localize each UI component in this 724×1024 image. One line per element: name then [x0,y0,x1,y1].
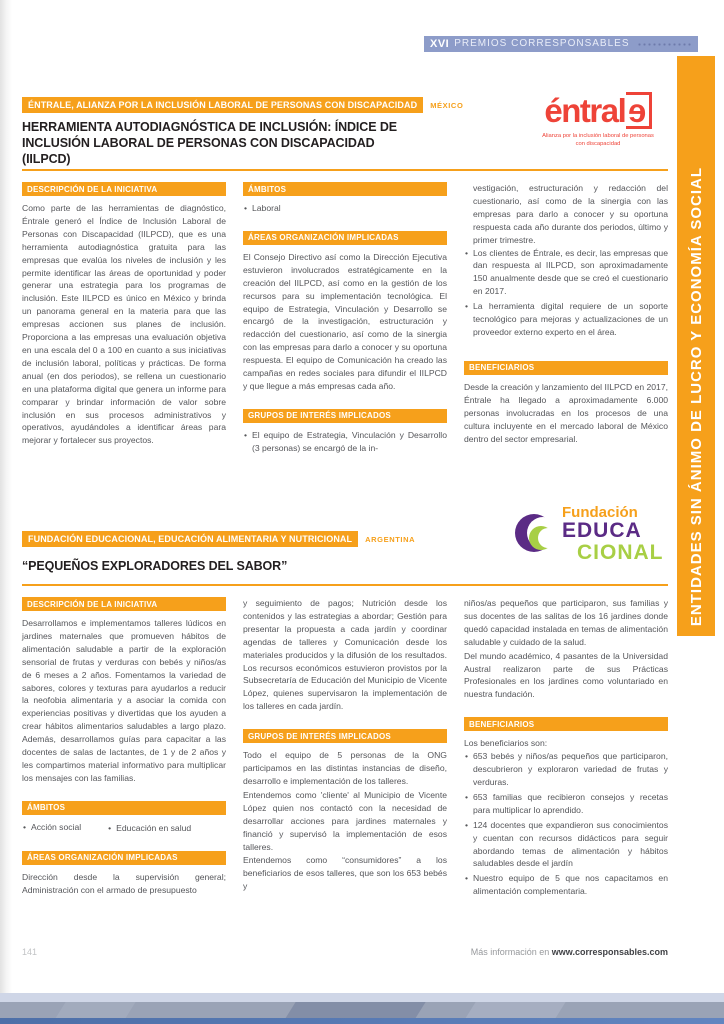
page-bottom-edge-shadow [0,1002,724,1018]
section-heading-beneficiarios: BENEFICIARIOS [464,361,668,375]
more-info-line [471,947,668,957]
article2-org-bar: FUNDACIÓN EDUCACIONAL, EDUCACIÓN ALIMENTARIA Y NUTRICIONAL [22,531,358,547]
grupo-item: • El equipo de Estrategia, Vinculación y Desarrollo (3 personas) se encargó de la in- [243,429,447,455]
section-heading-areas: ÁREAS ORGANIZACIÓN IMPLICADAS [243,231,447,245]
ambitos-row [22,821,226,835]
article2-column-3 [464,597,668,900]
article1-title: HERRAMIENTA AUTODIAGNÓSTICA DE INCLUSIÓN: ÍNDICE DE INCLUSIÓN LABORAL DE PERSONAS CON DISCAPACIDAD (IILPCD) [22,120,397,166]
entrale-wordmark-start: éntral [544,92,626,130]
more-info-url[interactable]: www.corresponsables.com [551,947,668,957]
beneficiarios-list [464,750,668,898]
article2-title: “PEQUEÑOS EXPLORADORES DEL SABOR” [22,559,288,573]
beneficiarios-intro: Los beneficiarios son: [464,738,548,749]
grupo-bullet-list [464,247,668,339]
edge-shadow-shape [282,1002,428,1018]
entrale-mirrored-e-box [626,92,651,129]
grupo-item: • Los clientes de Éntrale, es decir, las empresas que dan respuesta al IILPCD, son aproximadamente 150 anualmente desde que se creó el cuestionario en 2017. [464,247,668,299]
awards-banner [424,36,698,52]
article2-column-2 [243,597,447,900]
awards-banner-numeral: XVI [430,37,450,50]
article2-header [22,531,415,547]
section-heading-descripcion: DESCRIPCIÓN DE LA INICIATIVA [22,182,226,196]
paragraph: Como parte de las herramientas de diagnóstico, Éntrale generó el Índice de Inclusión Laboral de Personas con Discapacidad (IILPCD), que es una herramienta autodiagnóstica gratuita para las empresas que evalúa los niveles de inclusión y les permite identificar las áreas de oportunidad y poder generar una estrategia para los programas de inclusión. Este IILPCD es único en México y brinda un panorama general en la materia para que las empresas accionen sus planes de inclusión. Proporciona a las empresas una evaluación objetiva en una escala del 0 a 100 en cuanto a sus iniciativas de inclusión laboral, políticas y prácticas. De forma anual (en dos periodos), se rellena un cuestionario en una plataforma digital que genera un informe para comparar y brindar información de valor sobre inclusión en sus procesos administrativos y operativos, ayudándoles a identificar áreas para mejorar y fortalecer sus proyectos. [22,203,226,446]
section-heading-ambitos: ÁMBITOS [243,182,447,196]
beneficiario-item: • Nuestro equipo de 5 que nos capacitamos en alimentación complementaria. [464,872,668,898]
logo-line-educa: EDUCA [562,519,642,542]
article2-column-1 [22,597,226,900]
section-side-tab [677,56,715,636]
section-side-tab-label: ENTIDADES SIN ÁNIMO DE LUCRO Y ECONOMÍA SOCIAL [687,166,705,626]
logo-line-fundacion: Fundación [562,504,638,521]
entrale-mirrored-e: e [628,92,647,129]
section-heading-descripcion: DESCRIPCIÓN DE LA INICIATIVA [22,597,226,611]
desk-surface-strip [0,1018,724,1024]
fundacion-educacional-icon [514,505,560,569]
article1-column-1 [22,182,226,455]
article2-columns [22,597,668,900]
page-number: 141 [22,947,38,957]
article1-divider-rule [22,169,668,171]
paragraph: Desarrollamos e implementamos talleres lúdicos en jardines maternales que promueven hábitos de alimentación saludable a partir de la exploración sensorial de frutas y verduras con bebés y niños/as de 6 meses a 2 años. Fomentamos la variedad de sabores, colores y texturas para ayudarlos a reducir la neofobia alimentaria y a asociar la comida con experiencias positivas y divertidas que los ayuden a crear hábitos alimentarios saludables a largo plazo. Además, desarrollamos guías para capacitar a las docentes de salas de lactantes, de 1 y de 2 años y les compartimos material informativo para multiplicar los mensajes con las familias. [22,618,226,783]
more-info-prefix: Más información en [470,947,552,957]
section-heading-areas: ÁREAS ORGANIZACIÓN IMPLICADAS [22,851,226,865]
paragraph: Dirección desde la supervisión general; Administración con el armado de presupuesto [22,871,226,895]
section-heading-grupos: GRUPOS DE INTERÉS IMPLICADOS [243,729,447,743]
article1-column-3 [464,182,668,455]
fundacion-educacional-wordmark [562,505,664,564]
section-heading-ambitos: ÁMBITOS [22,801,226,815]
paragraph: Del mundo académico, 4 pasantes de la Universidad Austral realizaron parte de sus Prácticas Profesionales en los jardines como voluntariado en nuestra fundación. [464,650,668,700]
article1-header [22,97,463,113]
paragraph: Entendemos como 'cliente' al Municipio de Vicente López quien nos contactó con la necesidad de desarrollar acciones para jardines maternales y financió y supervisó la implementación de esos talleres. [243,789,447,852]
beneficiario-item: • 124 docentes que expandieron sus conocimientos y cuentan con recursos didácticos para seguir abordando temas de alimentación y hábitos saludables desde el jardín [464,819,668,871]
logo-line-cional: CIONAL [577,541,664,565]
grupo-item: • La herramienta digital requiere de un soporte tecnológico para mejoras y actualizaciones de un proveedor externo experto en el área. [464,300,668,339]
article1-column-2 [243,182,447,455]
beneficiario-item: • 653 familias que recibieron consejos y recetas para multiplicar lo aprendido. [464,791,668,817]
fundacion-educacional-logo [514,505,670,569]
article2-divider-rule [22,584,668,586]
article1-org-bar: ÉNTRALE, ALIANZA POR LA INCLUSIÓN LABORAL DE PERSONAS CON DISCAPACIDAD [22,97,423,113]
page-bottom-edge-light [0,993,724,1002]
banner-dotted-pattern [637,42,693,47]
paragraph-continuation: niños/as pequeños que participaron, sus familias y sus docentes de las salitas de los 16 jardines donde quedó capacidad instalada en temas de alimentación saludable y cuidado de la salud. [464,598,668,647]
ambito-item: • Acción social [22,821,81,835]
entrale-wordmark [526,92,670,129]
paragraph: Desde la creación y lanzamiento del IILPCD en 2017, Éntrale ha llegado a aproximadamente 6.000 personas involucradas en los procesos de una cultura incluyente en el mercado laboral de México dentro del sector empresarial. [464,381,668,444]
edge-shadow-shape [462,1002,568,1018]
edge-shadow-shape [52,1002,138,1018]
article1-country-label: MÉXICO [430,100,464,110]
section-heading-grupos: GRUPOS DE INTERÉS IMPLICADOS [243,409,447,423]
entrale-logo [526,92,670,148]
ambito-item: • Laboral [243,202,447,215]
paragraph-continuation: vestigación, estructuración y redacción del cuestionario, así como de la sinergia con las empresas para darlo a conocer y su oportuna respuesta cada año durante dos periodos, último y primer trimestre. [473,183,668,245]
beneficiario-item: • 653 bebés y niños/as pequeños que participaron, descubrieron y exploraron variedad de frutas y verduras. [464,750,668,789]
paragraph: El Consejo Directivo así como la Dirección Ejecutiva estuvieron involucrados estratégicamente en la creación del IILPCD, así como en la gestión de los recursos para su implementación tecnológica. El equipo de Estrategia, Vinculación y Desarrollo se encargó de la investigación, estructuración y redacción del cuestionario, así como de la sinergia con las empresas para darlo a conocer y su oportuna respuesta. El equipo de Comunicación ha creado las campañas en redes sociales para difundir el IILPCD y que llegue a más empresas cada año. [243,251,447,391]
paragraph: Entendemos como “consumidores” a los beneficiarios de esos talleres, que son los 653 bebés y [243,855,447,892]
page-left-edge [0,0,12,993]
paragraph-continuation: y seguimiento de pagos; Nutrición desde los contenidos y las estrategias a abordar; Gestión para presentar la propuesta a cada jardín y coordinar agendas de talleres y Comunicación desde los materiales producidos y la difusión de los resultados. Los recursos económicos estuvieron provistos por la Subsecretaría de Educación del Municipio de Vicente López, quienes supervisaron la implementación de los talleres en cada jardín. [243,598,447,712]
article1-columns [22,182,668,455]
entrale-tagline: Alianza por la inclusión laboral de personas con discapacidad [542,133,654,147]
ambito-item: • Educación en salud [107,822,191,835]
article2-country-label: ARGENTINA [365,534,416,544]
section-heading-beneficiarios: BENEFICIARIOS [464,717,668,731]
awards-banner-title: PREMIOS CORRESPONSABLES [454,38,630,49]
paragraph: Todo el equipo de 5 personas de la ONG participamos en las distintas instancias de diseño, desarrollo e implementación de los talleres. [243,750,447,786]
